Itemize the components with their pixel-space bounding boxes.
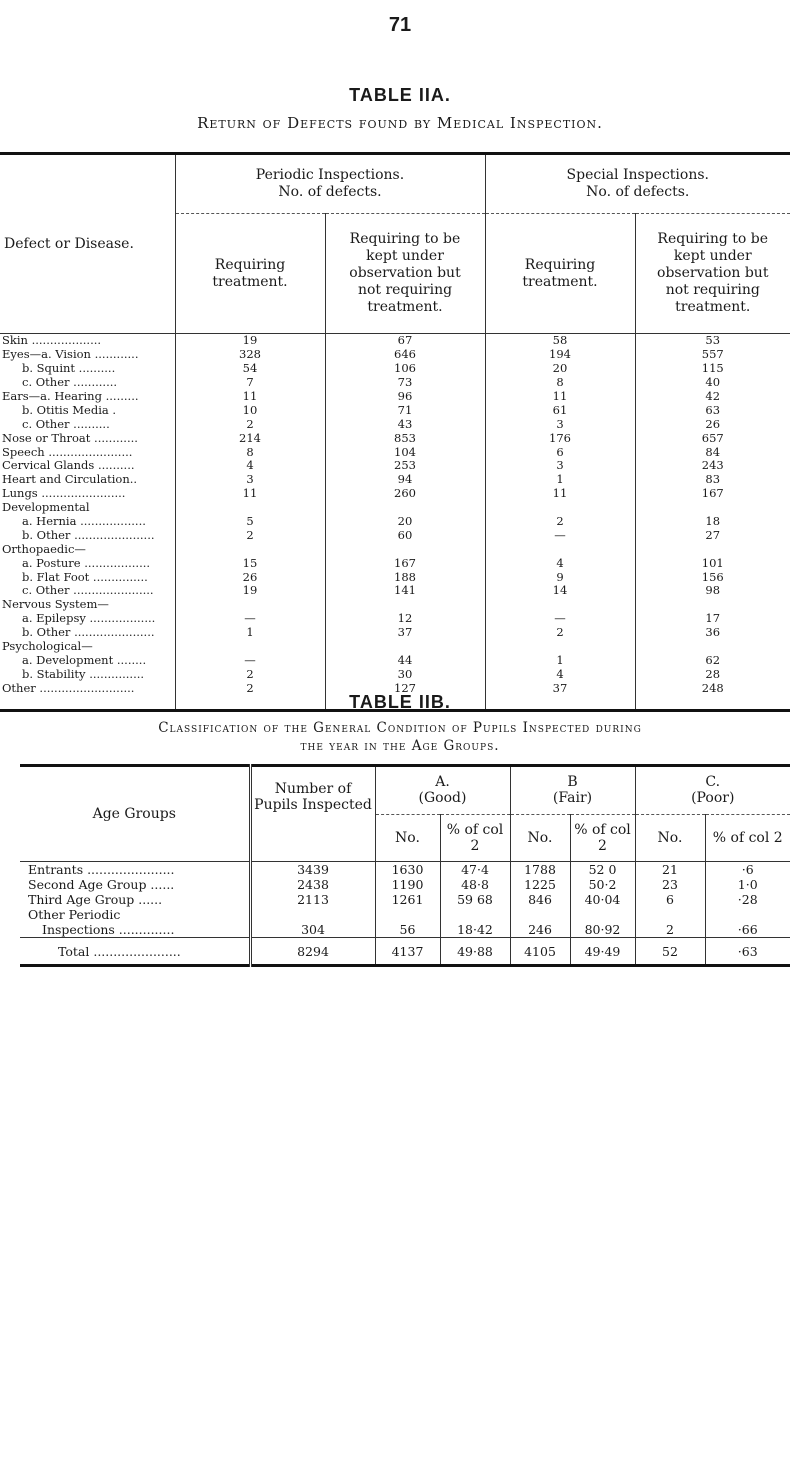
- cell-p-treat: 19: [175, 334, 325, 348]
- cell-s-treat: 194: [485, 348, 635, 362]
- row-label-line2: Inspections ..............: [42, 922, 175, 937]
- row-label: Heart and Circulation..: [2, 472, 138, 487]
- cell-p-obs: 646: [325, 348, 485, 362]
- row-label: a. Hernia ..................: [22, 514, 146, 529]
- cell-s-treat: 61: [485, 403, 635, 417]
- header-age-groups: Age Groups: [20, 766, 250, 862]
- cell-s-obs: 657: [635, 431, 790, 445]
- cell-c-pct: ·66: [705, 907, 790, 938]
- cell-p-obs: 167: [325, 556, 485, 570]
- cell-p-obs: 67: [325, 334, 485, 348]
- cell-s-obs: 62: [635, 653, 790, 667]
- table-row: [0, 640, 790, 654]
- cell-s-treat: 3: [485, 417, 635, 431]
- cell-s-treat: 20: [485, 362, 635, 376]
- cell-a-pct: 59 68: [440, 892, 510, 907]
- cell-p-treat: 19: [175, 584, 325, 598]
- header-special-treatment: Requiring treatment.: [485, 214, 635, 334]
- cell-n: 3439: [250, 862, 375, 878]
- cell-s-treat: 6: [485, 445, 635, 459]
- cell-p-obs: 106: [325, 362, 485, 376]
- table-row: [20, 877, 790, 892]
- row-label: Speech .......................: [2, 445, 133, 459]
- table-row: [0, 473, 790, 487]
- row-label: a. Epilepsy ..................: [22, 611, 156, 626]
- table-row: [0, 501, 790, 515]
- cell-p-obs: 141: [325, 584, 485, 598]
- row-label: Eyes—a. Vision ............: [2, 347, 139, 362]
- cell-s-obs: 42: [635, 390, 790, 404]
- cell-p-treat: 10: [175, 403, 325, 417]
- row-label: c. Other ............: [22, 375, 118, 390]
- table-row: [0, 556, 790, 570]
- cell-s-treat: 2: [485, 626, 635, 640]
- cell-c-pct: 1·0: [705, 877, 790, 892]
- cell-s-obs: 26: [635, 417, 790, 431]
- header-c-sub: (Poor): [691, 790, 735, 807]
- cell-p-treat: —: [175, 612, 325, 626]
- table-row: [0, 612, 790, 626]
- cell-p-obs: 71: [325, 403, 485, 417]
- header-c-poor: [635, 766, 790, 815]
- cell-p-treat: 15: [175, 556, 325, 570]
- cell-s-treat: [485, 598, 635, 612]
- cell-s-obs: 243: [635, 459, 790, 473]
- header-number-inspected: Number of Pupils Inspected: [250, 766, 375, 862]
- table-iib-title: TABLE IIB.: [349, 692, 451, 712]
- cell-a-pct: 47·4: [440, 862, 510, 878]
- cell-s-obs: 40: [635, 376, 790, 390]
- cell-p-obs: 30: [325, 667, 485, 681]
- cell-s-treat: [485, 542, 635, 556]
- cell-s-treat: 37: [485, 681, 635, 695]
- cell-s-obs: [635, 598, 790, 612]
- row-label: c. Other ..........: [22, 417, 110, 431]
- header-periodic: [175, 154, 485, 214]
- row-label: Third Age Group ......: [28, 892, 163, 907]
- cell-b-pct: 50·2: [570, 877, 635, 892]
- cell-p-obs: 96: [325, 390, 485, 404]
- cell-n: 8294: [250, 938, 375, 966]
- cell-s-obs: [635, 542, 790, 556]
- cell-p-treat: 8: [175, 445, 325, 459]
- cell-s-treat: —: [485, 528, 635, 542]
- cell-n: 304: [250, 907, 375, 938]
- cell-s-treat: 1: [485, 653, 635, 667]
- header-b-pct: % of col 2: [570, 814, 635, 861]
- cell-s-obs: 98: [635, 584, 790, 598]
- header-special-title: Special Inspections.: [566, 167, 709, 183]
- header-c-pct: % of col 2: [705, 814, 790, 861]
- cell-a-pct: 49·88: [440, 938, 510, 966]
- header-b-label: B: [567, 774, 578, 791]
- row-label: Cervical Glands ..........: [2, 459, 135, 473]
- cell-p-treat: 7: [175, 376, 325, 390]
- table-row: [0, 653, 790, 667]
- cell-p-treat: 2: [175, 528, 325, 542]
- cell-p-treat: [175, 640, 325, 654]
- table-row: [0, 570, 790, 584]
- cell-s-obs: 17: [635, 612, 790, 626]
- table-row: [0, 348, 790, 362]
- header-b-fair: [510, 766, 635, 815]
- header-defect: Defect or Disease.: [0, 154, 175, 334]
- row-label: Second Age Group ......: [28, 877, 175, 892]
- cell-a-no: 1261: [375, 892, 440, 907]
- row-label: a. Development ........: [22, 653, 147, 667]
- row-label: Nose or Throat ............: [2, 431, 138, 445]
- cell-p-obs: [325, 640, 485, 654]
- cell-s-obs: 53: [635, 334, 790, 348]
- table-row: [20, 892, 790, 907]
- row-label: Orthopaedic—: [2, 542, 86, 556]
- cell-s-obs: 28: [635, 667, 790, 681]
- cell-s-treat: 176: [485, 431, 635, 445]
- table-row: [0, 528, 790, 542]
- header-b-sub: (Fair): [552, 790, 593, 807]
- cell-p-obs: 73: [325, 376, 485, 390]
- cell-b-no: 1225: [510, 877, 570, 892]
- cell-p-treat: [175, 501, 325, 515]
- table-iib-subtitle-2: the year in the Age Groups.: [300, 738, 500, 754]
- cell-s-obs: 27: [635, 528, 790, 542]
- row-label-line1: Other Periodic: [28, 907, 121, 922]
- cell-a-pct: 18·42: [440, 907, 510, 938]
- cell-b-pct: 40·04: [570, 892, 635, 907]
- cell-s-obs: 101: [635, 556, 790, 570]
- cell-p-treat: 2: [175, 417, 325, 431]
- cell-s-obs: 156: [635, 570, 790, 584]
- cell-p-obs: 188: [325, 570, 485, 584]
- cell-s-treat: [485, 501, 635, 515]
- header-special-sub: No. of defects.: [586, 184, 690, 200]
- table-row: [0, 431, 790, 445]
- cell-p-treat: [175, 598, 325, 612]
- table-row: [20, 862, 790, 878]
- cell-s-treat: 11: [485, 487, 635, 501]
- row-label: b. Squint ..........: [22, 361, 116, 376]
- row-label: Nervous System—: [2, 597, 109, 612]
- table-row: [0, 376, 790, 390]
- cell-p-treat: —: [175, 653, 325, 667]
- cell-s-obs: 18: [635, 515, 790, 529]
- cell-p-treat: [175, 542, 325, 556]
- cell-p-obs: 44: [325, 653, 485, 667]
- header-a-pct: % of col 2: [440, 814, 510, 861]
- cell-p-treat: 2: [175, 681, 325, 695]
- cell-a-no: 1630: [375, 862, 440, 878]
- header-a-sub: (Good): [418, 790, 467, 807]
- cell-p-treat: 1: [175, 626, 325, 640]
- cell-c-no: 6: [635, 892, 705, 907]
- cell-s-obs: [635, 640, 790, 654]
- cell-c-pct: ·63: [705, 938, 790, 966]
- header-periodic-observation: Requiring to be kept under observation but not requiring treatment.: [325, 214, 485, 334]
- condition-table: [20, 764, 790, 967]
- header-c-no: No.: [635, 814, 705, 861]
- table-row: [0, 390, 790, 404]
- cell-p-treat: 5: [175, 515, 325, 529]
- cell-c-no: 21: [635, 862, 705, 878]
- cell-s-treat: 4: [485, 667, 635, 681]
- cell-s-obs: 84: [635, 445, 790, 459]
- table-row: [0, 334, 790, 348]
- cell-s-treat: 4: [485, 556, 635, 570]
- row-label: Skin ...................: [2, 333, 102, 348]
- cell-p-treat: 26: [175, 570, 325, 584]
- row-label: c. Other ......................: [22, 584, 154, 598]
- header-c-label: C.: [705, 774, 721, 791]
- cell-p-obs: [325, 501, 485, 515]
- cell-b-no: 846: [510, 892, 570, 907]
- cell-a-no: 56: [375, 907, 440, 938]
- cell-c-pct: ·28: [705, 892, 790, 907]
- cell-c-no: 23: [635, 877, 705, 892]
- cell-b-pct: 52 0: [570, 862, 635, 878]
- cell-a-no: 4137: [375, 938, 440, 966]
- cell-p-treat: 328: [175, 348, 325, 362]
- cell-c-no: 2: [635, 907, 705, 938]
- row-label: b. Other ......................: [22, 625, 155, 640]
- header-periodic-treatment: Requiring treatment.: [175, 214, 325, 334]
- cell-b-no: 246: [510, 907, 570, 938]
- cell-p-obs: 260: [325, 487, 485, 501]
- header-b-no: No.: [510, 814, 570, 861]
- cell-s-obs: 36: [635, 626, 790, 640]
- table-iib-subtitle-1: Classification of the General Condition of Pupils Inspected during: [158, 720, 642, 736]
- cell-p-obs: 12: [325, 612, 485, 626]
- table-row: [0, 542, 790, 556]
- row-label: Psychological—: [2, 639, 93, 654]
- table-row: [20, 907, 790, 938]
- cell-s-treat: —: [485, 612, 635, 626]
- table-row: [0, 626, 790, 640]
- cell-p-obs: [325, 542, 485, 556]
- row-label: [20, 907, 250, 938]
- row-label: b. Stability ...............: [22, 667, 145, 681]
- cell-p-obs: 853: [325, 431, 485, 445]
- cell-n: 2438: [250, 877, 375, 892]
- cell-s-obs: 557: [635, 348, 790, 362]
- header-a-good: [375, 766, 510, 815]
- cell-s-treat: 8: [485, 376, 635, 390]
- cell-s-treat: 2: [485, 515, 635, 529]
- table-row: [0, 515, 790, 529]
- cell-p-obs: 127: [325, 681, 485, 695]
- header-a-label: A.: [435, 774, 450, 791]
- header-periodic-title: Periodic Inspections.: [255, 167, 405, 183]
- cell-s-treat: 11: [485, 390, 635, 404]
- cell-p-obs: 60: [325, 528, 485, 542]
- header-special-observation: Requiring to be kept under observation but not requiring treatment.: [635, 214, 790, 334]
- cell-s-treat: [485, 640, 635, 654]
- cell-p-treat: 214: [175, 431, 325, 445]
- cell-s-treat: 9: [485, 570, 635, 584]
- table-row: [0, 362, 790, 376]
- cell-p-obs: 104: [325, 445, 485, 459]
- cell-p-obs: 253: [325, 459, 485, 473]
- row-label: Lungs .......................: [2, 486, 126, 501]
- cell-s-obs: [635, 501, 790, 515]
- cell-s-treat: 14: [485, 584, 635, 598]
- cell-p-obs: 43: [325, 417, 485, 431]
- row-label: a. Posture ..................: [22, 556, 151, 570]
- table-row: [0, 417, 790, 431]
- cell-p-treat: 11: [175, 487, 325, 501]
- cell-b-pct: 80·92: [570, 907, 635, 938]
- header-periodic-sub: No. of defects.: [278, 184, 382, 200]
- row-label: Total ......................: [58, 943, 181, 959]
- cell-s-obs: 63: [635, 403, 790, 417]
- cell-a-no: 1190: [375, 877, 440, 892]
- cell-b-no: 1788: [510, 862, 570, 878]
- cell-s-obs: 83: [635, 473, 790, 487]
- total-row: [20, 938, 790, 966]
- cell-s-treat: 58: [485, 334, 635, 348]
- defects-table: [0, 152, 790, 712]
- cell-p-treat: 3: [175, 473, 325, 487]
- cell-s-obs: 167: [635, 487, 790, 501]
- header-special: [485, 154, 790, 214]
- cell-s-treat: 3: [485, 459, 635, 473]
- cell-s-treat: 1: [485, 473, 635, 487]
- row-label: Ears—a. Hearing .........: [2, 389, 139, 403]
- cell-p-obs: 37: [325, 626, 485, 640]
- table-iia-title: TABLE IIA.: [349, 85, 451, 105]
- table-row: [0, 487, 790, 501]
- header-a-no: No.: [375, 814, 440, 861]
- row-label: Developmental: [2, 500, 90, 515]
- cell-p-obs: 20: [325, 515, 485, 529]
- cell-a-pct: 48·8: [440, 877, 510, 892]
- row-label: Other ..........................: [2, 681, 135, 695]
- table-row: [0, 598, 790, 612]
- cell-p-obs: 94: [325, 473, 485, 487]
- table-row: [0, 584, 790, 598]
- table-row: [0, 445, 790, 459]
- cell-p-obs: [325, 598, 485, 612]
- table-row: [0, 667, 790, 681]
- cell-c-pct: ·6: [705, 862, 790, 878]
- cell-p-treat: 11: [175, 390, 325, 404]
- cell-p-treat: 4: [175, 459, 325, 473]
- table-row: [0, 403, 790, 417]
- cell-n: 2113: [250, 892, 375, 907]
- row-label: b. Flat Foot ...............: [22, 570, 148, 584]
- cell-s-obs: 115: [635, 362, 790, 376]
- cell-p-treat: 54: [175, 362, 325, 376]
- table-row: [0, 459, 790, 473]
- table-iia-subtitle: Return of Defects found by Medical Inspection.: [197, 114, 603, 132]
- cell-b-no: 4105: [510, 938, 570, 966]
- row-label: b. Otitis Media .: [22, 403, 117, 417]
- cell-s-obs: 248: [635, 681, 790, 695]
- row-label: Entrants ......................: [28, 862, 175, 877]
- cell-c-no: 52: [635, 938, 705, 966]
- row-label: b. Other ......................: [22, 528, 155, 542]
- cell-b-pct: 49·49: [570, 938, 635, 966]
- page-number: 71: [388, 14, 412, 36]
- cell-p-treat: 2: [175, 667, 325, 681]
